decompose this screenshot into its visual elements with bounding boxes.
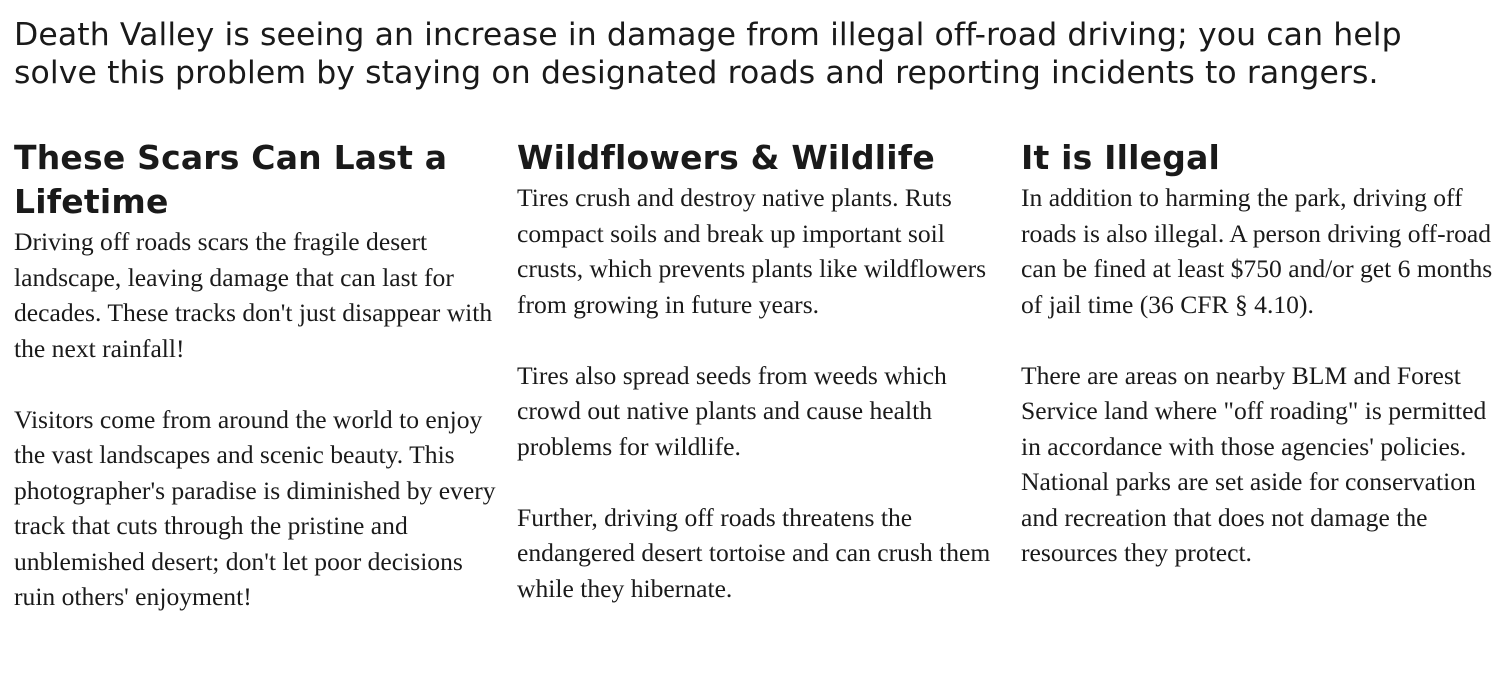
column-paragraph: Tires crush and destroy native plants. Ruts compact soils and break up important soil crusts, which prevents plants like wildflowers from growing in future years. [517, 183, 987, 319]
column-paragraph: Tires also spread seeds from weeds which crowd out native plants and cause health problems for wildlife. [517, 360, 947, 461]
intro-statement: Death Valley is seeing an increase in damage from illegal off-road driving; you can help solve this problem by staying on designated roads and reporting incidents to rangers. [14, 17, 1402, 91]
column-scars [14, 136, 504, 615]
column-wildflowers-wildlife [517, 136, 1001, 606]
column-heading: Wildflowers & Wildlife [517, 138, 935, 177]
column-illegal [1021, 136, 1499, 571]
column-paragraph: Further, driving off roads threatens the endangered desert tortoise and can crush them while they hibernate. [517, 502, 991, 603]
column-heading: It is Illegal [1021, 138, 1221, 177]
column-paragraph: Driving off roads scars the fragile desert landscape, leaving damage that can last for decades. These tracks don't just disappear with the next rainfall! [14, 227, 493, 363]
column-heading: These Scars Can Last a Lifetime [14, 138, 448, 221]
column-paragraph: In addition to harming the park, driving off roads is also illegal. A person driving off-road can be fined at least $750 and/or get 6 months of jail time (36 CFR § 4.10). [1021, 183, 1493, 319]
column-paragraph: There are areas on nearby BLM and Forest Service land where "off roading" is permitted in accordance with those agencies' policies. National parks are set aside for conservation and recreation that does not damage the resources they protect. [1021, 360, 1487, 567]
column-paragraph: Visitors come from around the world to enjoy the vast landscapes and scenic beauty. This photographer's paradise is diminished by every track that cuts through the pristine and unblemished desert; don't let poor decisions ruin others' enjoyment! [14, 404, 496, 611]
